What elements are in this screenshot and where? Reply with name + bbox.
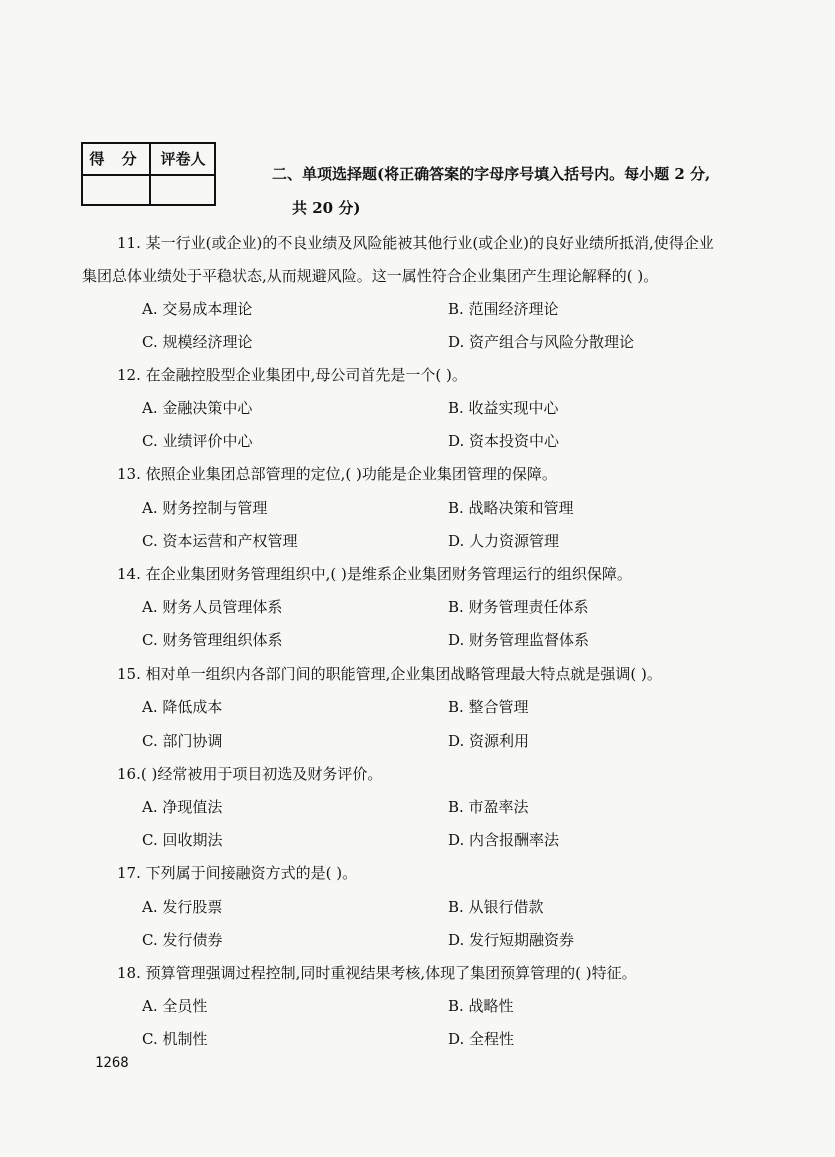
table-divider <box>83 174 214 176</box>
option-b: B. 范围经济理论 <box>448 300 559 318</box>
option-c: C. 资本运营和产权管理 <box>142 532 298 550</box>
score-label: 得 分 <box>89 150 143 168</box>
option-b: B. 收益实现中心 <box>448 399 559 417</box>
option-d: D. 资产组合与风险分散理论 <box>448 333 635 351</box>
score-table <box>81 142 216 206</box>
option-b: B. 市盈率法 <box>448 798 529 816</box>
option-a: A. 降低成本 <box>142 698 223 716</box>
question-text: 12. 在金融控股型企业集团中,母公司首先是一个( )。 <box>117 366 467 384</box>
option-a: A. 净现值法 <box>142 798 223 816</box>
option-c: C. 回收期法 <box>142 831 223 849</box>
option-a: A. 全员性 <box>142 997 208 1015</box>
option-a: A. 交易成本理论 <box>142 300 253 318</box>
question-text: 14. 在企业集团财务管理组织中,( )是维系企业集团财务管理运行的组织保障。 <box>117 565 632 583</box>
question-text: 11. 某一行业(或企业)的不良业绩及风险能被其他行业(或企业)的良好业绩所抵消,使得企业 <box>117 234 714 252</box>
option-c: C. 机制性 <box>142 1030 208 1048</box>
option-b: B. 战略性 <box>448 997 514 1015</box>
option-d: D. 资本投资中心 <box>448 432 560 450</box>
option-d: D. 资源利用 <box>448 732 530 750</box>
page-number: 1268 <box>95 1055 129 1071</box>
question-text: 18. 预算管理强调过程控制,同时重视结果考核,体现了集团预算管理的( )特征。 <box>117 964 637 982</box>
option-c: C. 规模经济理论 <box>142 333 253 351</box>
option-d: D. 人力资源管理 <box>448 532 560 550</box>
option-d: D. 内含报酬率法 <box>448 831 560 849</box>
option-c: C. 发行债券 <box>142 931 223 949</box>
grader-label: 评卷人 <box>160 150 206 168</box>
option-d: D. 财务管理监督体系 <box>448 631 590 649</box>
option-c: C. 部门协调 <box>142 732 223 750</box>
section-heading: 二、单项选择题(将正确答案的字母序号填入括号内。每小题 2 分, <box>272 165 711 183</box>
option-b: B. 整合管理 <box>448 698 529 716</box>
question-text: 15. 相对单一组织内各部门间的职能管理,企业集团战略管理最大特点就是强调( )。 <box>117 665 662 683</box>
question-text: 集团总体业绩处于平稳状态,从而规避风险。这一属性符合企业集团产生理论解释的( )。 <box>82 267 659 285</box>
option-b: B. 从银行借款 <box>448 898 544 916</box>
question-text: 17. 下列属于间接融资方式的是( )。 <box>117 864 358 882</box>
section-heading-cont: 共 20 分) <box>292 199 361 217</box>
option-c: C. 业绩评价中心 <box>142 432 253 450</box>
question-text: 16.( )经常被用于项目初选及财务评价。 <box>117 765 383 783</box>
option-a: A. 财务控制与管理 <box>142 499 268 517</box>
question-text: 13. 依照企业集团总部管理的定位,( )功能是企业集团管理的保障。 <box>117 465 557 483</box>
option-a: A. 财务人员管理体系 <box>142 598 283 616</box>
option-b: B. 战略决策和管理 <box>448 499 574 517</box>
option-b: B. 财务管理责任体系 <box>448 598 589 616</box>
option-c: C. 财务管理组织体系 <box>142 631 283 649</box>
option-d: D. 全程性 <box>448 1030 515 1048</box>
option-a: A. 金融决策中心 <box>142 399 253 417</box>
option-d: D. 发行短期融资券 <box>448 931 575 949</box>
option-a: A. 发行股票 <box>142 898 223 916</box>
